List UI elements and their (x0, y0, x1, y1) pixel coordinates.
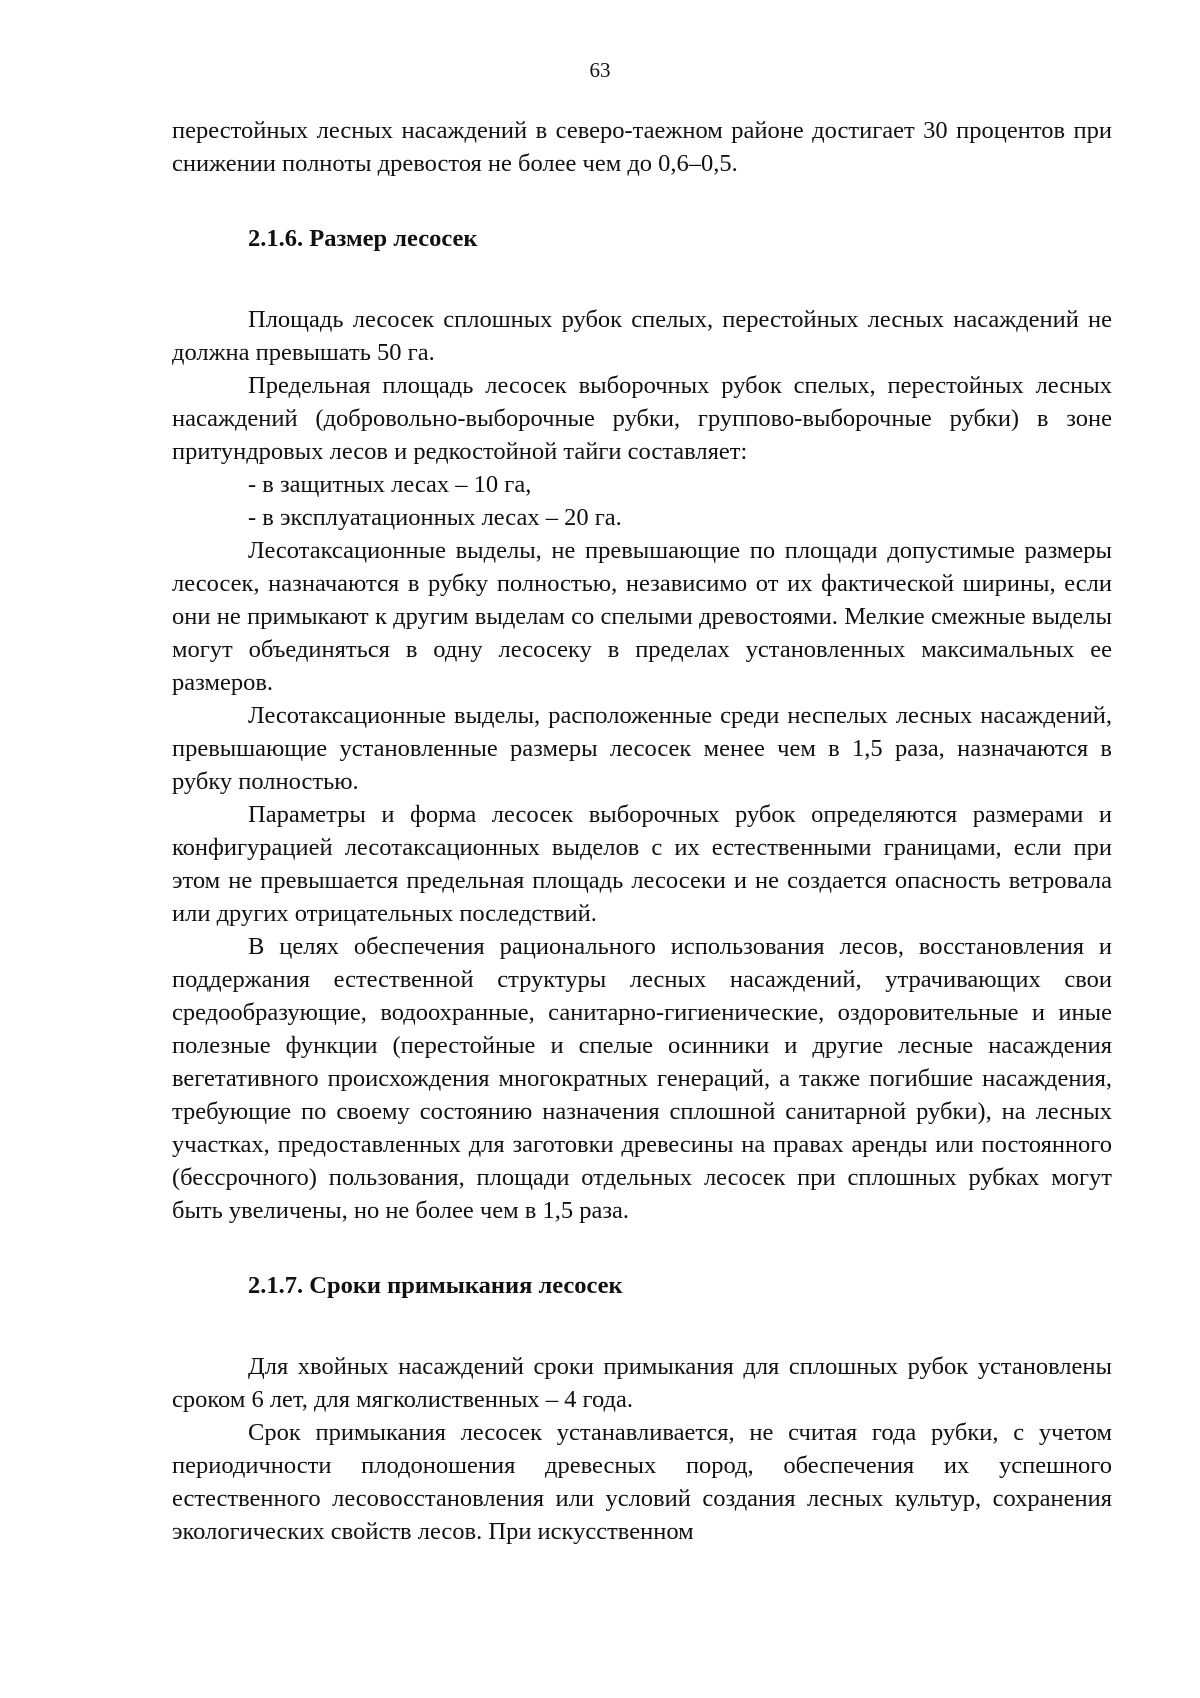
paragraph: Срок примыкания лесосек устанавливается, не считая года рубки, с учетом периодичности плодоношения древесных пород, обеспечения их успешного естественного лесовосстановления или условий создания лесных культур, сохранения экологических свойств лесов. При искусственном (172, 1419, 1112, 1545)
spacer (172, 180, 1112, 222)
section-heading-2-1-6: 2.1.6. Размер лесосек (248, 225, 478, 252)
paragraph: Площадь лесосек сплошных рубок спелых, перестойных лесных насаждений не должна превышать 50 га. (172, 306, 1112, 366)
spacer (172, 1302, 1112, 1350)
paragraph: Параметры и форма лесосек выборочных рубок определяются размерами и конфигурацией лесотаксационных выделов с их естественными границами, если при этом не превышается предельная площадь лесосеки и не создается опасность ветровала или других отрицательных последствий. (172, 801, 1112, 927)
paragraph: В целях обеспечения рационального использования лесов, восстановления и поддержания естественной структуры лесных насаждений, утрачивающих свои средообразующие, водоохранные, санитарно-гигиенические, оздоровительные и иные полезные функции (перестойные и спелые осинники и другие лесные насаждения вегетативного происхождения многократных генераций, а также погибшие насаждения, требующие по своему состоянию назначения сплошной санитарной рубки), на лесных участках, предоставленных для заготовки древесины на правах аренды или постоянного (бессрочного) пользования, площади отдельных лесосек при сплошных рубках могут быть увеличены, но не более чем в 1,5 раза. (172, 933, 1112, 1224)
paragraph: Для хвойных насаждений сроки примыкания для сплошных рубок установлены сроком 6 лет, для мягколиственных – 4 года. (172, 1353, 1112, 1413)
list-item: - в эксплуатационных лесах – 20 га. (248, 504, 622, 531)
spacer (172, 1227, 1112, 1269)
list-item: - в защитных лесах – 10 га, (248, 471, 532, 498)
document-body (172, 114, 1112, 1548)
paragraph: Лесотаксационные выделы, не превышающие по площади допустимые размеры лесосек, назначаются в рубку полностью, независимо от их фактической ширины, если они не примыкают к другим выделам со спелыми древостоями. Мелкие смежные выделы могут объединяться в одну лесосеку в пределах установленных максимальных ее размеров. (172, 537, 1112, 696)
paragraph: Лесотаксационные выделы, расположенные среди неспелых лесных насаждений, превышающие установленные размеры лесосек менее чем в 1,5 раза, назначаются в рубку полностью. (172, 702, 1112, 795)
section-heading-2-1-7: 2.1.7. Сроки примыкания лесосек (248, 1272, 623, 1299)
paragraph: Предельная площадь лесосек выборочных рубок спелых, перестойных лесных насаждений (добровольно-выборочные рубки, группово-выборочные рубки) в зоне притундровых лесов и редкостойной тайги составляет: (172, 372, 1112, 465)
intro-paragraph: перестойных лесных насаждений в северо-таежном районе достигает 30 процентов при снижении полноты древостоя не более чем до 0,6–0,5. (172, 117, 1112, 177)
page-number: 63 (589, 58, 611, 82)
spacer (172, 255, 1112, 303)
